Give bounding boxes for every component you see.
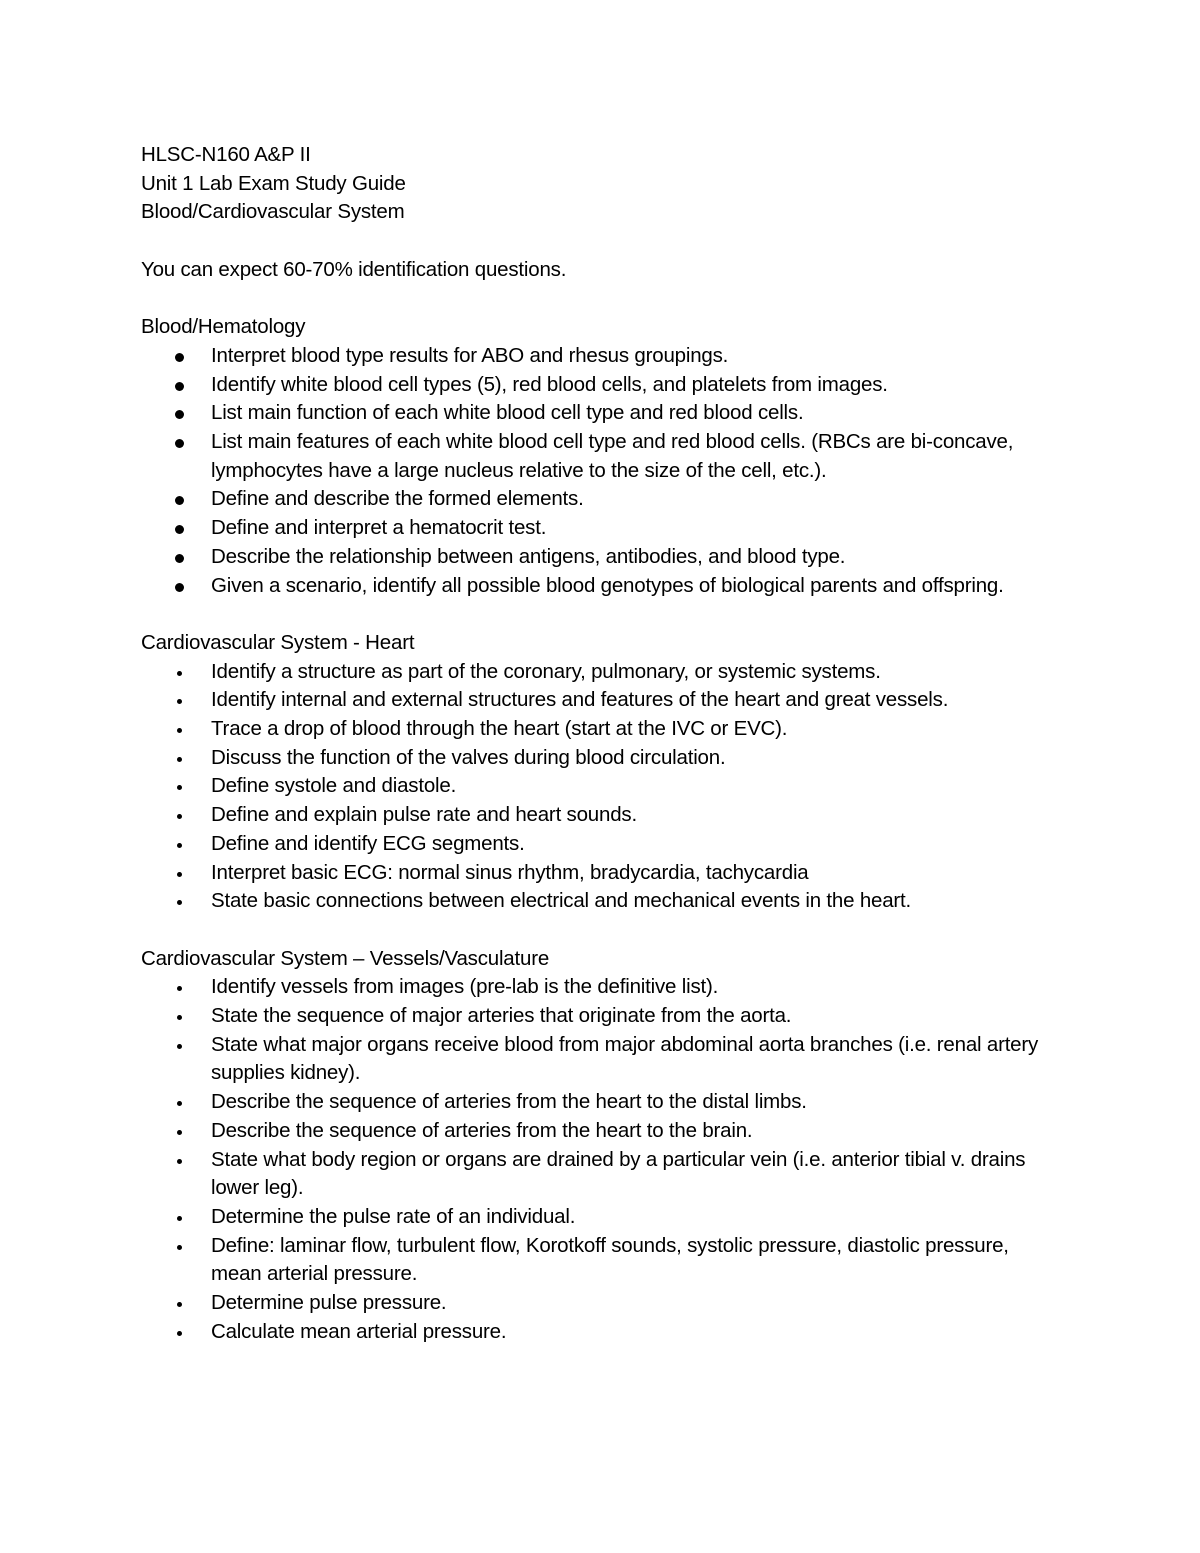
bullet-icon	[174, 371, 188, 400]
list-item: Determine the pulse rate of an individual.	[141, 1203, 1061, 1232]
list-item: Describe the sequence of arteries from the heart to the brain.	[141, 1117, 1061, 1146]
bullet-icon	[174, 1232, 188, 1261]
list-item: State the sequence of major arteries that originate from the aorta.	[141, 1002, 1061, 1031]
bullet-icon	[174, 485, 188, 514]
bullet-icon	[174, 1117, 188, 1146]
bullet-icon	[174, 543, 188, 572]
study-guide-page	[141, 141, 1061, 1346]
bullet-icon	[174, 1318, 188, 1347]
bullet-icon	[174, 715, 188, 744]
bullet-icon	[174, 1031, 188, 1060]
bullet-icon	[174, 887, 188, 916]
document-subtitle: Blood/Cardiovascular System	[141, 200, 405, 224]
bullet-icon	[174, 1088, 188, 1117]
bullet-icon	[174, 342, 188, 371]
list-item: Given a scenario, identify all possible blood genotypes of biological parents and offspring.	[141, 572, 1061, 601]
list-item: Identify internal and external structures and features of the heart and great vessels.	[141, 686, 1061, 715]
bullet-icon	[174, 1203, 188, 1232]
bullet-icon	[174, 514, 188, 543]
list-item: Interpret basic ECG: normal sinus rhythm, bradycardia, tachycardia	[141, 859, 1061, 888]
section-heading-vessels: Cardiovascular System – Vessels/Vasculature	[141, 946, 550, 970]
spacer	[141, 227, 1061, 256]
list-item: Discuss the function of the valves during blood circulation.	[141, 744, 1061, 773]
bullet-icon	[174, 830, 188, 859]
list-item: Define and interpret a hematocrit test.	[141, 514, 1061, 543]
list-item: Describe the relationship between antigens, antibodies, and blood type.	[141, 543, 1061, 572]
bullet-icon	[174, 744, 188, 773]
section-heading-heart: Cardiovascular System - Heart	[141, 630, 415, 654]
list-item: Describe the sequence of arteries from the heart to the distal limbs.	[141, 1088, 1061, 1117]
list-item: Define and explain pulse rate and heart sounds.	[141, 801, 1061, 830]
list-item: State what major organs receive blood from major abdominal aorta branches (i.e. renal artery supplies kidney).	[141, 1031, 1061, 1088]
list-item: Define and identify ECG segments.	[141, 830, 1061, 859]
bullet-icon	[174, 399, 188, 428]
list-item: Define systole and diastole.	[141, 772, 1061, 801]
list-item: List main function of each white blood cell type and red blood cells.	[141, 399, 1061, 428]
bullet-icon	[174, 1289, 188, 1318]
list-item: State basic connections between electrical and mechanical events in the heart.	[141, 887, 1061, 916]
list-item: State what body region or organs are drained by a particular vein (i.e. anterior tibial v. drains lower leg).	[141, 1146, 1061, 1203]
bullet-icon	[174, 973, 188, 1002]
list-item: Determine pulse pressure.	[141, 1289, 1061, 1318]
document-title: Unit 1 Lab Exam Study Guide	[141, 171, 406, 195]
list-item: List main features of each white blood cell type and red blood cells. (RBCs are bi-concave, lymphocytes have a large nucleus relative to the size of the cell, etc.).	[141, 428, 1061, 485]
spacer	[141, 285, 1061, 314]
bullet-icon	[174, 572, 188, 601]
list-item: Interpret blood type results for ABO and rhesus groupings.	[141, 342, 1061, 371]
bullet-icon	[174, 428, 188, 457]
section-heading-blood: Blood/Hematology	[141, 315, 306, 339]
spacer	[141, 600, 1061, 629]
list-item: Identify white blood cell types (5), red blood cells, and platelets from images.	[141, 371, 1061, 400]
bullet-icon	[174, 1146, 188, 1175]
list-item: Identify vessels from images (pre-lab is the definitive list).	[141, 973, 1061, 1002]
list-item: Define and describe the formed elements.	[141, 485, 1061, 514]
blood-objectives-list	[141, 342, 1061, 600]
list-item: Trace a drop of blood through the heart (start at the IVC or EVC).	[141, 715, 1061, 744]
spacer	[141, 916, 1061, 945]
bullet-icon	[174, 686, 188, 715]
bullet-icon	[174, 859, 188, 888]
vessels-objectives-list	[141, 973, 1061, 1346]
course-code: HLSC-N160 A&P II	[141, 143, 311, 166]
bullet-icon	[174, 658, 188, 687]
list-item: Define: laminar flow, turbulent flow, Korotkoff sounds, systolic pressure, diastolic pressure, mean arterial pressure.	[141, 1232, 1061, 1289]
bullet-icon	[174, 772, 188, 801]
heart-objectives-list	[141, 658, 1061, 916]
list-item: Identify a structure as part of the coronary, pulmonary, or systemic systems.	[141, 658, 1061, 687]
bullet-icon	[174, 801, 188, 830]
list-item: Calculate mean arterial pressure.	[141, 1318, 1061, 1347]
bullet-icon	[174, 1002, 188, 1031]
intro-text: You can expect 60-70% identification questions.	[141, 257, 567, 281]
